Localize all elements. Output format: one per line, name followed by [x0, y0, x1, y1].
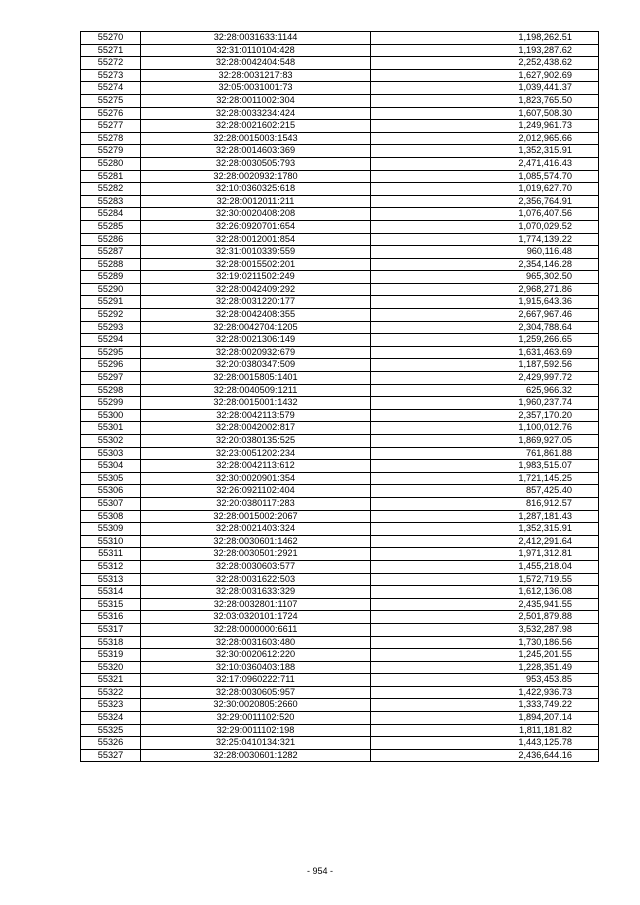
amount-cell: 1,259,266.65 [371, 334, 599, 347]
amount-cell: 1,869,927.05 [371, 435, 599, 448]
record-id-cell: 55292 [81, 309, 141, 322]
table-row [81, 485, 599, 498]
amount-cell: 857,425.40 [371, 485, 599, 498]
table-row [81, 258, 599, 271]
table-row [81, 548, 599, 561]
table-row [81, 296, 599, 309]
cadastral-number-cell: 32:20:0380135:525 [141, 435, 371, 448]
cadastral-number-cell: 32:28:0032801:1107 [141, 598, 371, 611]
table-row [81, 82, 599, 95]
record-id-cell: 55318 [81, 636, 141, 649]
amount-cell: 1,612,136.08 [371, 586, 599, 599]
amount-cell: 2,667,967.46 [371, 309, 599, 322]
record-id-cell: 55311 [81, 548, 141, 561]
table-row [81, 170, 599, 183]
cadastral-number-cell: 32:29:0011102:520 [141, 712, 371, 725]
record-id-cell: 55322 [81, 686, 141, 699]
table-row [81, 384, 599, 397]
record-id-cell: 55281 [81, 170, 141, 183]
amount-cell: 1,721,145.25 [371, 472, 599, 485]
table-row [81, 447, 599, 460]
amount-cell: 2,436,644.16 [371, 749, 599, 762]
record-id-cell: 55300 [81, 409, 141, 422]
record-id-cell: 55309 [81, 523, 141, 536]
amount-cell: 2,356,764.91 [371, 195, 599, 208]
cadastral-number-cell: 32:28:0042409:292 [141, 283, 371, 296]
cadastral-number-cell: 32:28:0020932:1780 [141, 170, 371, 183]
table-row [81, 435, 599, 448]
table-row [81, 409, 599, 422]
amount-cell: 1,971,312.81 [371, 548, 599, 561]
amount-cell: 960,116.48 [371, 246, 599, 259]
cadastral-number-cell: 32:26:0920701:654 [141, 220, 371, 233]
cadastral-number-cell: 32:28:0011002:304 [141, 94, 371, 107]
amount-cell: 1,245,201.55 [371, 649, 599, 662]
cadastral-number-cell: 32:28:0020932:679 [141, 346, 371, 359]
record-id-cell: 55316 [81, 611, 141, 624]
record-id-cell: 55307 [81, 497, 141, 510]
table-row [81, 422, 599, 435]
table-row [81, 724, 599, 737]
table-row [81, 523, 599, 536]
amount-cell: 1,019,627.70 [371, 183, 599, 196]
record-id-cell: 55302 [81, 435, 141, 448]
cadastral-number-cell: 32:28:0033234:424 [141, 107, 371, 120]
record-id-cell: 55323 [81, 699, 141, 712]
amount-cell: 2,012,965.66 [371, 132, 599, 145]
record-id-cell: 55324 [81, 712, 141, 725]
amount-cell: 2,501,879.88 [371, 611, 599, 624]
cadastral-number-cell: 32:30:0020901:354 [141, 472, 371, 485]
amount-cell: 1,730,186.56 [371, 636, 599, 649]
record-id-cell: 55280 [81, 157, 141, 170]
table-row [81, 208, 599, 221]
record-id-cell: 55297 [81, 372, 141, 385]
amount-cell: 1,249,961.73 [371, 120, 599, 133]
cadastral-number-cell: 32:31:0110104:428 [141, 44, 371, 57]
amount-cell: 2,412,291.64 [371, 535, 599, 548]
record-id-cell: 55276 [81, 107, 141, 120]
cadastral-number-cell: 32:28:0031633:329 [141, 586, 371, 599]
table-row [81, 560, 599, 573]
cadastral-number-cell: 32:28:0030601:1462 [141, 535, 371, 548]
cadastral-number-cell: 32:20:0380347:509 [141, 359, 371, 372]
amount-cell: 1,187,592.56 [371, 359, 599, 372]
record-id-cell: 55272 [81, 57, 141, 70]
table-row [81, 749, 599, 762]
cadastral-number-cell: 32:17:0960222:711 [141, 674, 371, 687]
record-id-cell: 55278 [81, 132, 141, 145]
table-row [81, 598, 599, 611]
amount-cell: 1,039,441.37 [371, 82, 599, 95]
cadastral-number-cell: 32:28:0021403:324 [141, 523, 371, 536]
amount-cell: 1,198,262.51 [371, 32, 599, 45]
amount-cell: 761,861.88 [371, 447, 599, 460]
record-id-cell: 55320 [81, 661, 141, 674]
amount-cell: 1,070,029.52 [371, 220, 599, 233]
cadastral-number-cell: 32:23:0051202:234 [141, 447, 371, 460]
amount-cell: 816,912.57 [371, 497, 599, 510]
amount-cell: 1,333,749.22 [371, 699, 599, 712]
record-id-cell: 55317 [81, 623, 141, 636]
table-row [81, 183, 599, 196]
table-row [81, 472, 599, 485]
cadastral-number-cell: 32:28:0031217:83 [141, 69, 371, 82]
amount-cell: 2,252,438.62 [371, 57, 599, 70]
cadastral-number-cell: 32:30:0020805:2660 [141, 699, 371, 712]
cadastral-number-cell: 32:25:0410134:321 [141, 737, 371, 750]
cadastral-number-cell: 32:28:0030601:1282 [141, 749, 371, 762]
cadastral-number-cell: 32:28:0000000:6611 [141, 623, 371, 636]
table-row [81, 573, 599, 586]
table-row [81, 57, 599, 70]
amount-cell: 965,302.50 [371, 271, 599, 284]
amount-cell: 1,894,207.14 [371, 712, 599, 725]
record-id-cell: 55294 [81, 334, 141, 347]
table-row [81, 69, 599, 82]
table-row [81, 132, 599, 145]
amount-cell: 1,811,181.82 [371, 724, 599, 737]
table-row [81, 157, 599, 170]
records-body [81, 32, 599, 762]
cadastral-number-cell: 32:05:0031001:73 [141, 82, 371, 95]
table-row [81, 686, 599, 699]
table-row [81, 674, 599, 687]
cadastral-number-cell: 32:28:0030505:793 [141, 157, 371, 170]
cadastral-number-cell: 32:03:0320101:1724 [141, 611, 371, 624]
cadastral-number-cell: 32:30:0020408:208 [141, 208, 371, 221]
record-id-cell: 55308 [81, 510, 141, 523]
amount-cell: 1,085,574.70 [371, 170, 599, 183]
record-id-cell: 55275 [81, 94, 141, 107]
record-id-cell: 55295 [81, 346, 141, 359]
cadastral-number-cell: 32:28:0015001:1432 [141, 397, 371, 410]
record-id-cell: 55314 [81, 586, 141, 599]
table-row [81, 94, 599, 107]
amount-cell: 625,966.32 [371, 384, 599, 397]
record-id-cell: 55299 [81, 397, 141, 410]
record-id-cell: 55293 [81, 321, 141, 334]
record-id-cell: 55277 [81, 120, 141, 133]
amount-cell: 1,960,237.74 [371, 397, 599, 410]
cadastral-number-cell: 32:28:0030605:957 [141, 686, 371, 699]
table-row [81, 636, 599, 649]
cadastral-number-cell: 32:28:0014603:369 [141, 145, 371, 158]
table-row [81, 460, 599, 473]
cadastral-number-cell: 32:28:0030501:2921 [141, 548, 371, 561]
cadastral-number-cell: 32:28:0021602:215 [141, 120, 371, 133]
record-id-cell: 55270 [81, 32, 141, 45]
cadastral-number-cell: 32:28:0015805:1401 [141, 372, 371, 385]
cadastral-number-cell: 32:28:0015502:201 [141, 258, 371, 271]
amount-cell: 1,607,508.30 [371, 107, 599, 120]
table-row [81, 397, 599, 410]
page-number: - 954 - [306, 866, 333, 876]
amount-cell: 1,627,902.69 [371, 69, 599, 82]
table-row [81, 220, 599, 233]
record-id-cell: 55296 [81, 359, 141, 372]
table-row [81, 145, 599, 158]
amount-cell: 1,076,407.56 [371, 208, 599, 221]
cadastral-number-cell: 32:28:0042408:355 [141, 309, 371, 322]
table-row [81, 699, 599, 712]
cadastral-number-cell: 32:28:0012001:854 [141, 233, 371, 246]
cadastral-number-cell: 32:28:0042704:1205 [141, 321, 371, 334]
amount-cell: 1,352,315.91 [371, 523, 599, 536]
amount-cell: 2,354,146.28 [371, 258, 599, 271]
table-row [81, 309, 599, 322]
amount-cell: 2,968,271.86 [371, 283, 599, 296]
cadastral-number-cell: 32:28:0042113:612 [141, 460, 371, 473]
amount-cell: 1,352,315.91 [371, 145, 599, 158]
amount-cell: 2,471,416.43 [371, 157, 599, 170]
amount-cell: 1,455,218.04 [371, 560, 599, 573]
record-id-cell: 55289 [81, 271, 141, 284]
record-id-cell: 55327 [81, 749, 141, 762]
record-id-cell: 55288 [81, 258, 141, 271]
amount-cell: 1,443,125.78 [371, 737, 599, 750]
table-row [81, 283, 599, 296]
records-table [80, 31, 599, 762]
record-id-cell: 55287 [81, 246, 141, 259]
table-row [81, 497, 599, 510]
amount-cell: 2,435,941.55 [371, 598, 599, 611]
cadastral-number-cell: 32:28:0031220:177 [141, 296, 371, 309]
record-id-cell: 55271 [81, 44, 141, 57]
cadastral-number-cell: 32:10:0360325:618 [141, 183, 371, 196]
cadastral-number-cell: 32:28:0015002:2067 [141, 510, 371, 523]
table-row [81, 586, 599, 599]
record-id-cell: 55301 [81, 422, 141, 435]
amount-cell: 1,193,287.62 [371, 44, 599, 57]
table-row [81, 120, 599, 133]
cadastral-number-cell: 32:29:0011102:198 [141, 724, 371, 737]
record-id-cell: 55315 [81, 598, 141, 611]
table-row [81, 535, 599, 548]
cadastral-number-cell: 32:28:0042404:548 [141, 57, 371, 70]
table-row [81, 233, 599, 246]
table-row [81, 271, 599, 284]
record-id-cell: 55319 [81, 649, 141, 662]
amount-cell: 1,100,012.76 [371, 422, 599, 435]
cadastral-number-cell: 32:28:0031603:480 [141, 636, 371, 649]
table-row [81, 107, 599, 120]
table-row [81, 321, 599, 334]
cadastral-number-cell: 32:20:0380117:283 [141, 497, 371, 510]
amount-cell: 1,915,643.36 [371, 296, 599, 309]
table-row [81, 611, 599, 624]
record-id-cell: 55286 [81, 233, 141, 246]
cadastral-number-cell: 32:31:0010339:559 [141, 246, 371, 259]
table-row [81, 334, 599, 347]
cadastral-number-cell: 32:28:0031622:503 [141, 573, 371, 586]
amount-cell: 1,287,181.43 [371, 510, 599, 523]
table-row [81, 32, 599, 45]
cadastral-number-cell: 32:28:0012011:211 [141, 195, 371, 208]
record-id-cell: 55284 [81, 208, 141, 221]
table-row [81, 649, 599, 662]
record-id-cell: 55325 [81, 724, 141, 737]
record-id-cell: 55274 [81, 82, 141, 95]
amount-cell: 953,453.85 [371, 674, 599, 687]
cadastral-number-cell: 32:28:0040509:1211 [141, 384, 371, 397]
table-row [81, 246, 599, 259]
cadastral-number-cell: 32:28:0031633:1144 [141, 32, 371, 45]
record-id-cell: 55310 [81, 535, 141, 548]
record-id-cell: 55305 [81, 472, 141, 485]
table-row [81, 510, 599, 523]
cadastral-number-cell: 32:10:0360403:188 [141, 661, 371, 674]
record-id-cell: 55312 [81, 560, 141, 573]
record-id-cell: 55285 [81, 220, 141, 233]
record-id-cell: 55298 [81, 384, 141, 397]
table-row [81, 346, 599, 359]
table-row [81, 737, 599, 750]
cadastral-number-cell: 32:28:0042002:817 [141, 422, 371, 435]
amount-cell: 1,572,719.55 [371, 573, 599, 586]
record-id-cell: 55279 [81, 145, 141, 158]
amount-cell: 1,774,139.22 [371, 233, 599, 246]
amount-cell: 2,429,997.72 [371, 372, 599, 385]
amount-cell: 1,983,515.07 [371, 460, 599, 473]
amount-cell: 1,228,351.49 [371, 661, 599, 674]
cadastral-number-cell: 32:28:0030603:577 [141, 560, 371, 573]
record-id-cell: 55304 [81, 460, 141, 473]
cadastral-number-cell: 32:28:0042113:579 [141, 409, 371, 422]
cadastral-number-cell: 32:26:0921102:404 [141, 485, 371, 498]
record-id-cell: 55273 [81, 69, 141, 82]
record-id-cell: 55306 [81, 485, 141, 498]
cadastral-number-cell: 32:28:0015003:1543 [141, 132, 371, 145]
table-row [81, 195, 599, 208]
table-row [81, 44, 599, 57]
cadastral-number-cell: 32:30:0020612:220 [141, 649, 371, 662]
amount-cell: 3,532,287.98 [371, 623, 599, 636]
record-id-cell: 55283 [81, 195, 141, 208]
amount-cell: 1,422,936.73 [371, 686, 599, 699]
table-row [81, 712, 599, 725]
table-row [81, 661, 599, 674]
amount-cell: 2,304,788.64 [371, 321, 599, 334]
record-id-cell: 55282 [81, 183, 141, 196]
record-id-cell: 55303 [81, 447, 141, 460]
amount-cell: 1,823,765.50 [371, 94, 599, 107]
table-row [81, 359, 599, 372]
cadastral-number-cell: 32:28:0021306:149 [141, 334, 371, 347]
record-id-cell: 55290 [81, 283, 141, 296]
cadastral-number-cell: 32:19:0211502:249 [141, 271, 371, 284]
amount-cell: 2,357,170.20 [371, 409, 599, 422]
amount-cell: 1,631,463.69 [371, 346, 599, 359]
table-row [81, 372, 599, 385]
record-id-cell: 55313 [81, 573, 141, 586]
table-row [81, 623, 599, 636]
record-id-cell: 55291 [81, 296, 141, 309]
record-id-cell: 55321 [81, 674, 141, 687]
record-id-cell: 55326 [81, 737, 141, 750]
